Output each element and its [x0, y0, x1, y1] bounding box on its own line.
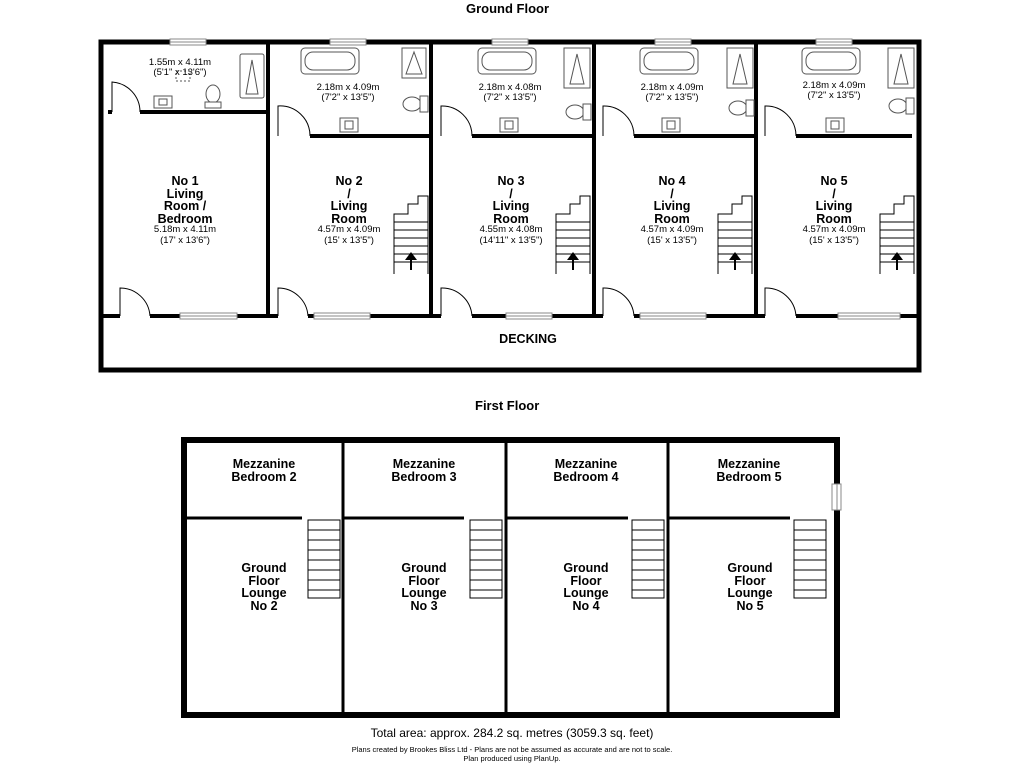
- dim-imperial: (5'1" x 13'6"): [153, 67, 207, 78]
- room-name-line: No 5: [820, 174, 848, 188]
- room-name-line: Bedroom 4: [553, 469, 619, 484]
- room-name-line: Bedroom 3: [391, 469, 457, 484]
- room-name-line: Living: [492, 199, 530, 213]
- room-name-line: Living: [166, 186, 204, 201]
- dim-metric: 5.18m x 4.11m: [153, 224, 217, 235]
- room-name-line: /: [832, 186, 836, 201]
- decking-label: DECKING: [499, 332, 557, 346]
- dim-metric: 2.18m x 4.08m: [478, 82, 542, 93]
- room-name-line: Lounge: [241, 586, 287, 600]
- unit4-bathroom-dims: [622, 83, 722, 103]
- ground-floor-lounge-3-label: [374, 562, 474, 612]
- dim-metric: 1.55m x 4.11m: [148, 57, 212, 68]
- room-name-line: No 2: [250, 598, 278, 613]
- room-name-line: Bedroom 2: [231, 469, 297, 484]
- room-name-line: Mezzanine: [232, 457, 296, 471]
- room-name-line: Floor: [734, 573, 766, 588]
- dim-imperial: (7'2" x 13'5"): [807, 90, 861, 101]
- planup-credit: Plan produced using PlanUp.: [463, 754, 561, 763]
- dim-imperial: (14'11" x 13'5"): [479, 234, 543, 246]
- ground-floor-lounge-2-label: [214, 562, 314, 612]
- room-name-line: Room: [654, 211, 690, 226]
- dim-imperial: (15' x 13'5"): [809, 234, 859, 246]
- unit3-bathroom-dims: [460, 83, 560, 103]
- ground-floor-lounge-5-label: [700, 562, 800, 612]
- room-name-line: No 5: [736, 598, 764, 613]
- unit2-living-room-label: [299, 175, 399, 246]
- room-name-line: Room: [331, 211, 367, 226]
- stair-arrows: [405, 252, 903, 270]
- room-name-line: Living: [815, 199, 853, 213]
- room-name-line: No 2: [335, 174, 363, 188]
- mezzanine-bedroom-2-label: [214, 458, 314, 483]
- room-name-line: Living: [653, 199, 691, 213]
- room-name-line: Mezzanine: [554, 457, 618, 471]
- room-name-line: Living: [330, 199, 368, 213]
- room-name-line: /: [670, 186, 674, 201]
- disclaimer: Plans created by Brookes Bliss Ltd - Plans are not be assumed as accurate and are not to scale.: [351, 745, 673, 754]
- ground-floor-lounge-4-label: [536, 562, 636, 612]
- unit2-bathroom-dims: [298, 83, 398, 103]
- first-floor-title: First Floor: [475, 398, 540, 413]
- room-name-line: /: [347, 186, 351, 201]
- room-name-line: /: [509, 186, 513, 201]
- unit1-bathroom-dims: [140, 58, 220, 78]
- room-name-line: Ground: [563, 561, 609, 575]
- dim-metric: 4.55m x 4.08m: [479, 224, 543, 235]
- mezzanine-bedroom-4-label: [536, 458, 636, 483]
- room-name-line: Mezzanine: [392, 457, 456, 471]
- room-name-line: No 3: [410, 598, 438, 613]
- dim-imperial: (15' x 13'5"): [647, 234, 697, 246]
- dim-metric: 2.18m x 4.09m: [640, 82, 704, 93]
- ground-floor-title: Ground Floor: [466, 1, 550, 16]
- room-name-line: Ground: [401, 561, 447, 575]
- dim-imperial: (15' x 13'5"): [324, 234, 374, 246]
- room-name-line: Ground: [727, 561, 773, 575]
- unit3-living-room-label: [461, 175, 561, 246]
- mezzanine-bedroom-5-label: [699, 458, 799, 483]
- room-name-line: No 4: [572, 598, 600, 613]
- unit5-living-room-label: [784, 175, 884, 246]
- dim-imperial: (7'2" x 13'5"): [483, 92, 537, 103]
- room-name-line: Lounge: [563, 586, 609, 600]
- room-name-line: Room: [816, 211, 852, 226]
- unit1-living-room-label: [135, 175, 235, 246]
- room-name-line: No 3: [497, 174, 525, 188]
- room-name-line: Ground: [241, 561, 287, 575]
- room-name-line: Lounge: [727, 586, 773, 600]
- room-name-line: Lounge: [401, 586, 447, 600]
- room-name-line: Floor: [248, 573, 280, 588]
- dim-metric: 4.57m x 4.09m: [317, 224, 381, 235]
- dim-metric: 2.18m x 4.09m: [802, 80, 866, 91]
- total-area: Total area: approx. 284.2 sq. metres (3059.3 sq. feet): [370, 726, 654, 740]
- room-name-line: Bedroom 5: [716, 469, 782, 484]
- dim-metric: 2.18m x 4.09m: [316, 82, 380, 93]
- unit5-bathroom-dims: [784, 81, 884, 101]
- dim-imperial: (7'2" x 13'5"): [645, 92, 699, 103]
- dim-metric: 4.57m x 4.09m: [802, 224, 866, 235]
- room-name-line: Floor: [408, 573, 440, 588]
- unit4-living-room-label: [622, 175, 722, 246]
- first-floor-window: [832, 484, 841, 510]
- dim-imperial: (7'2" x 13'5"): [321, 92, 375, 103]
- mezzanine-bedroom-3-label: [374, 458, 474, 483]
- room-name-line: Room /: [163, 199, 207, 213]
- room-name-line: No 4: [658, 174, 686, 188]
- room-name-line: Room: [493, 211, 529, 226]
- room-name-line: Bedroom: [157, 211, 213, 226]
- room-name-line: Mezzanine: [717, 457, 781, 471]
- dim-metric: 4.57m x 4.09m: [640, 224, 704, 235]
- room-name-line: No 1: [171, 174, 199, 188]
- dim-imperial: (17' x 13'6"): [160, 234, 210, 246]
- room-name-line: Floor: [570, 573, 602, 588]
